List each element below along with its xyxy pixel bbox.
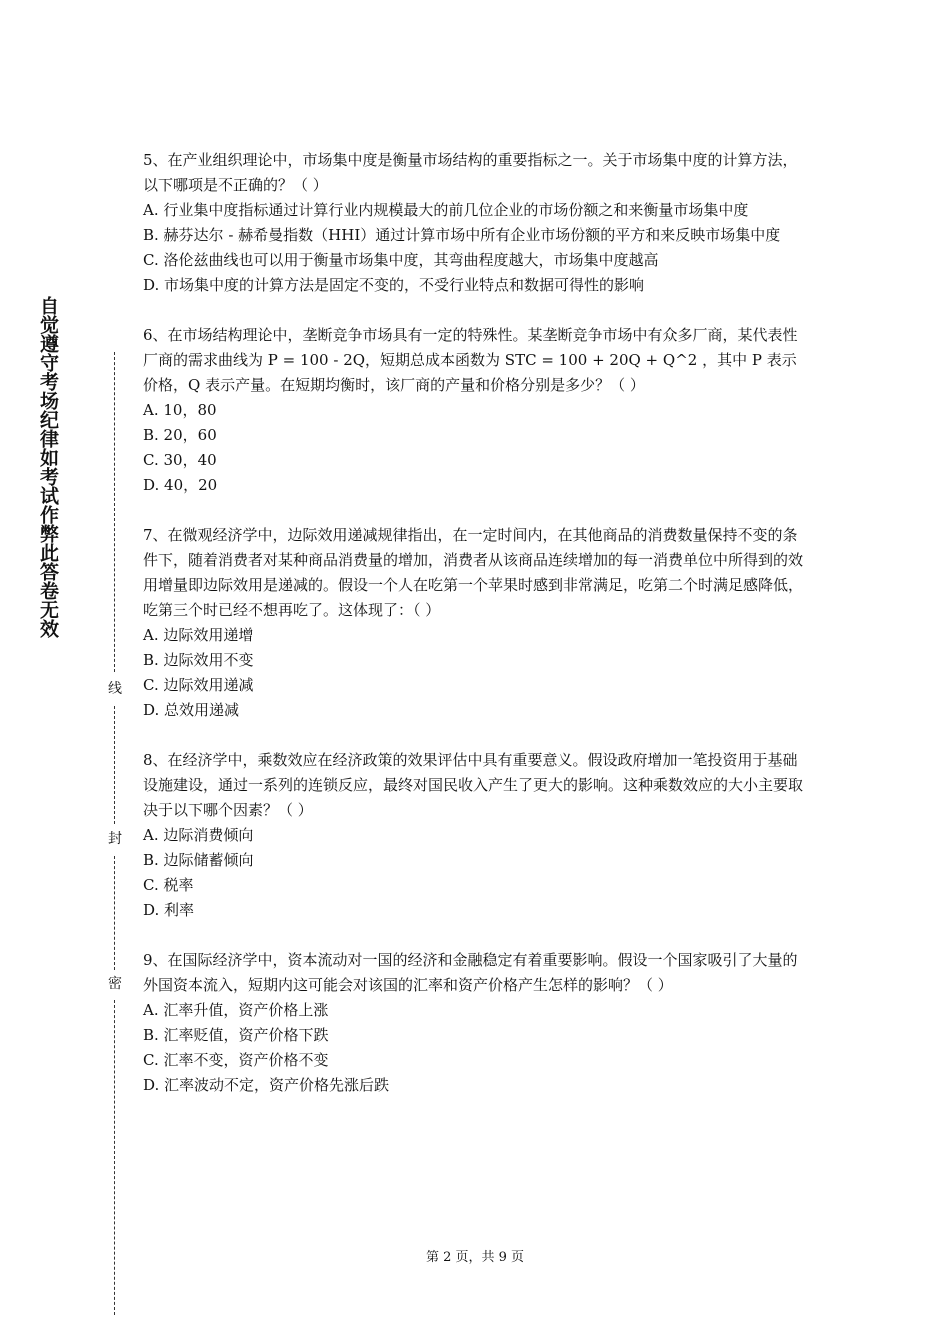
option-d: D. 汇率波动不定，资产价格先涨后跌 xyxy=(143,1076,390,1094)
binding-dashed-line xyxy=(114,706,115,824)
question-list xyxy=(143,148,811,1123)
page-number: 第 2 页，共 9 页 xyxy=(425,1250,525,1265)
question-8 xyxy=(143,748,811,923)
option-a: A. 汇率升值，资产价格上涨 xyxy=(143,1001,329,1019)
question-stem: 7、在微观经济学中，边际效用递减规律指出，在一定时间内，在其他商品的消费数量保持不变的条件下，随着消费者对某种商品消费量的增加，消费者从该商品连续增加的每一消费单位中所得到的效用增量即边际效用是递减的。假设一个人在吃第一个苹果时感到非常满足，吃第二个时满足感降低，吃第三个时已经不想再吃了。这体现了：（ ） xyxy=(143,526,804,619)
option-d: D. 市场集中度的计算方法是固定不变的，不受行业特点和数据可得性的影响 xyxy=(143,276,645,294)
option-c: C. 税率 xyxy=(143,876,194,894)
option-d: D. 40，20 xyxy=(143,476,218,494)
option-b: B. 赫芬达尔 - 赫希曼指数（HHI）通过计算市场中所有企业市场份额的平方和来反映市场集中度 xyxy=(143,226,781,244)
option-b: B. 汇率贬值，资产价格下跌 xyxy=(143,1026,329,1044)
question-5 xyxy=(143,148,811,298)
option-b: B. 边际效用不变 xyxy=(143,651,254,669)
option-c: C. 边际效用递减 xyxy=(143,676,254,694)
option-a: A. 边际效用递增 xyxy=(143,626,254,644)
seal-label-line: 线 xyxy=(108,681,122,697)
binding-dashed-line xyxy=(114,1000,115,1315)
side-warning-title: 自觉遵守考场纪律如考试作弊此答卷无效 xyxy=(37,296,59,638)
option-b: B. 20，60 xyxy=(143,426,217,444)
question-9 xyxy=(143,948,811,1098)
seal-label-seal: 封 xyxy=(108,831,122,847)
option-a: A. 行业集中度指标通过计算行业内规模最大的前几位企业的市场份额之和来衡量市场集中度 xyxy=(143,201,749,219)
question-7 xyxy=(143,523,811,723)
option-c: C. 汇率不变，资产价格不变 xyxy=(143,1051,329,1069)
binding-dashed-line xyxy=(114,352,115,672)
binding-dashed-line xyxy=(114,856,115,970)
option-c: C. 洛伦兹曲线也可以用于衡量市场集中度，其弯曲程度越大，市场集中度越高 xyxy=(143,251,659,269)
option-d: D. 总效用递减 xyxy=(143,701,240,719)
seal-label-secret: 密 xyxy=(108,976,122,992)
question-stem: 8、在经济学中，乘数效应在经济政策的效果评估中具有重要意义。假设政府增加一笔投资用于基础设施建设，通过一系列的连锁反应，最终对国民收入产生了更大的影响。这种乘数效应的大小主要取决于以下哪个因素？（ ） xyxy=(143,751,804,819)
option-b: B. 边际储蓄倾向 xyxy=(143,851,254,869)
question-6 xyxy=(143,323,811,498)
option-a: A. 边际消费倾向 xyxy=(143,826,254,844)
question-stem: 6、在市场结构理论中，垄断竞争市场具有一定的特殊性。某垄断竞争市场中有众多厂商，某代表性厂商的需求曲线为 P = 100 - 2Q，短期总成本函数为 STC = 100 + 20Q + Q^2 ，其中 P 表示价格，Q 表示产量。在短期均衡时，该厂商的产量和价格分别是多少？（ ） xyxy=(143,326,798,394)
option-c: C. 30，40 xyxy=(143,451,217,469)
question-stem: 5、在产业组织理论中，市场集中度是衡量市场结构的重要指标之一。关于市场集中度的计算方法，以下哪项是不正确的？（ ） xyxy=(143,151,798,194)
question-stem: 9、在国际经济学中，资本流动对一国的经济和金融稳定有着重要影响。假设一个国家吸引了大量的外国资本流入，短期内这可能会对该国的汇率和资产价格产生怎样的影响？（ ） xyxy=(143,951,798,994)
option-a: A. 10，80 xyxy=(143,401,217,419)
option-d: D. 利率 xyxy=(143,901,195,919)
